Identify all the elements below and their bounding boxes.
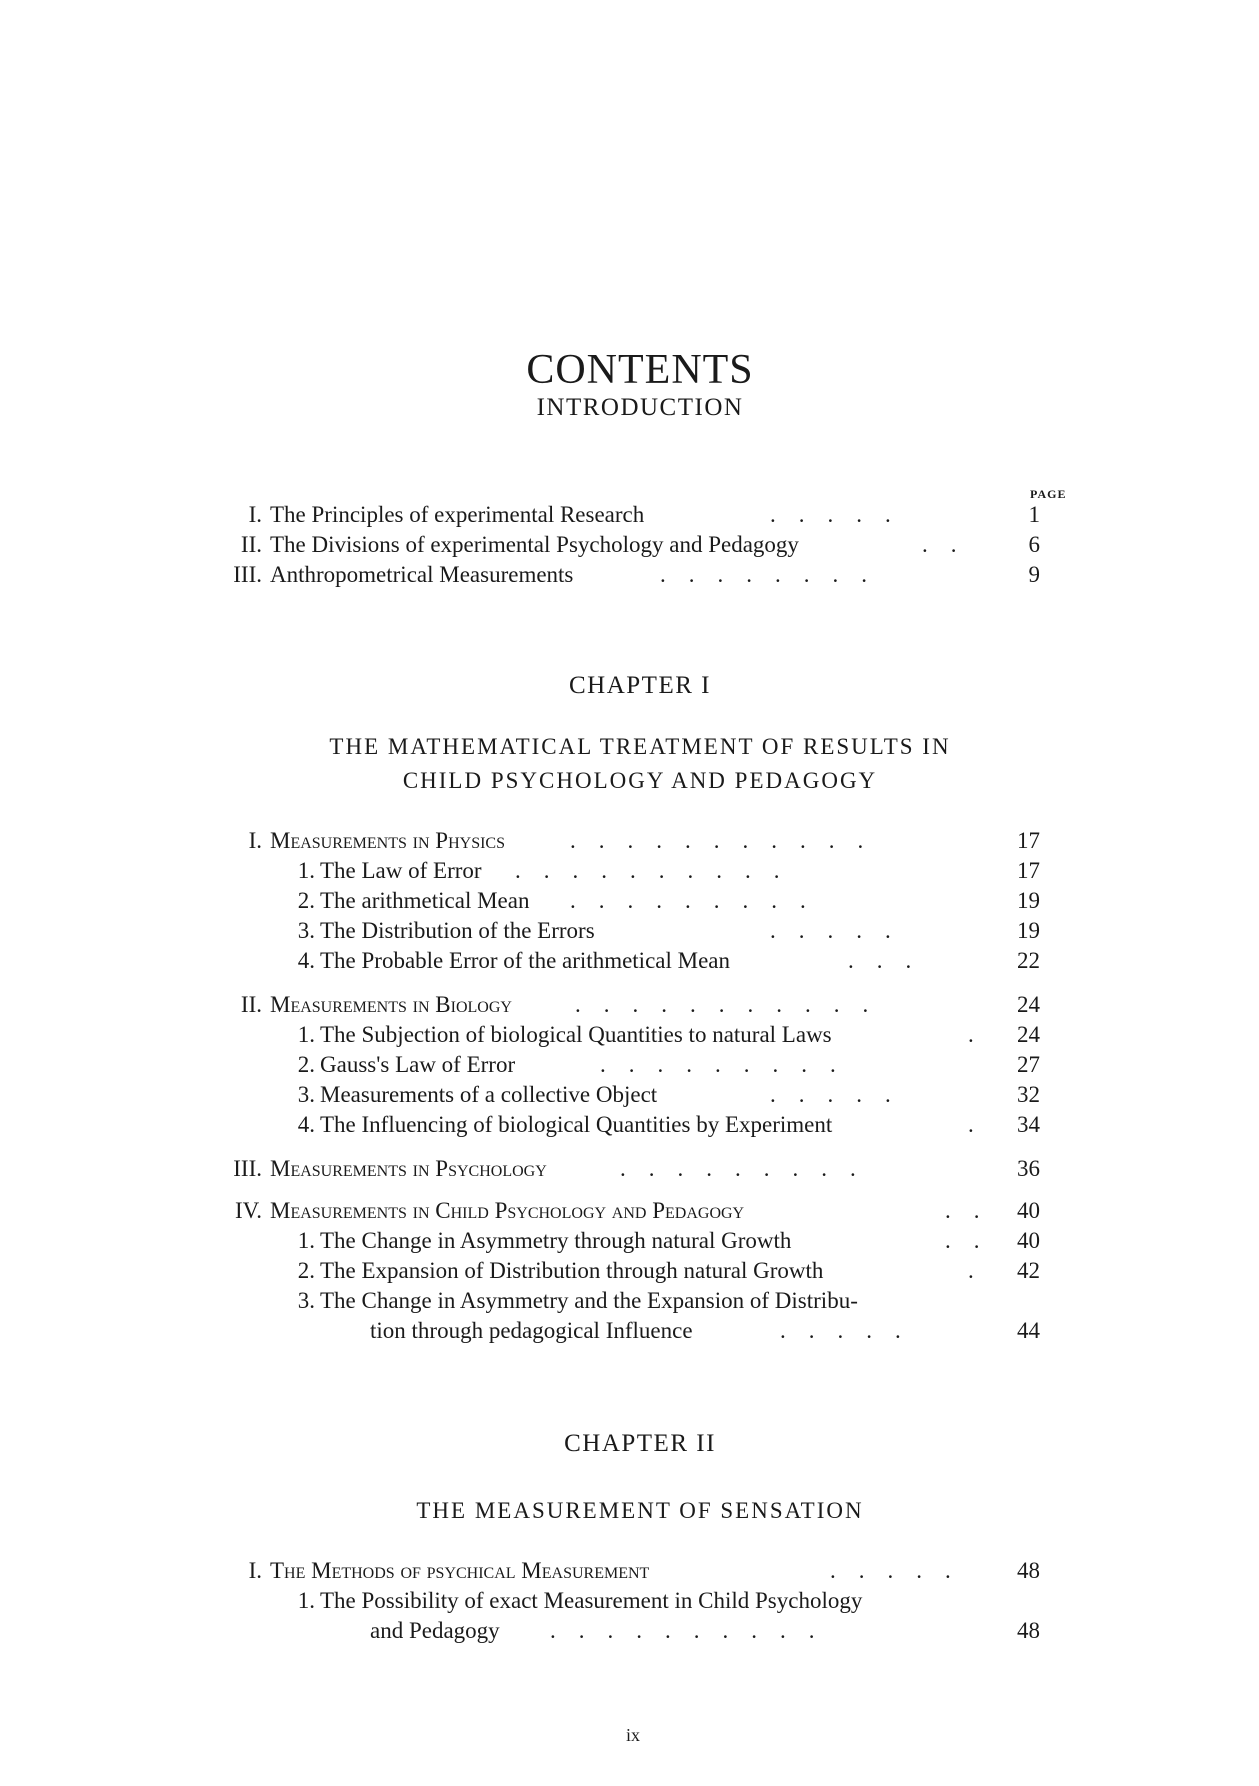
entry-title: The Distribution of the Errors xyxy=(320,918,595,943)
toc-subentry[interactable] xyxy=(260,946,1090,976)
chapter-2-label: CHAPTER II xyxy=(564,1430,716,1457)
leader-dots: . . xyxy=(922,532,957,557)
entry-title: Measurements in Biology xyxy=(270,992,512,1017)
entry-number: 1. xyxy=(297,1588,315,1613)
toc-subentry[interactable] xyxy=(260,1586,1090,1616)
entry-page: 24 xyxy=(1017,1022,1040,1047)
leader-dots: . . xyxy=(945,1228,980,1253)
entry-page: 44 xyxy=(1017,1318,1040,1343)
entry-page: 17 xyxy=(1017,828,1040,853)
chapter-1-label: CHAPTER I xyxy=(569,672,711,699)
toc-subentry[interactable] xyxy=(260,1050,1090,1080)
toc-subentry[interactable] xyxy=(260,886,1090,916)
entry-page: 22 xyxy=(1017,948,1040,973)
entry-title: Anthropometrical Measurements xyxy=(270,562,574,587)
entry-page: 48 xyxy=(1017,1558,1040,1583)
leader-dots: . . . . . xyxy=(770,1082,891,1107)
entry-number: 4. xyxy=(297,948,315,973)
entry-page: 40 xyxy=(1017,1198,1040,1223)
entry-number: 1. xyxy=(297,1022,315,1047)
entry-page: 27 xyxy=(1017,1052,1040,1077)
entry-page: 17 xyxy=(1017,858,1040,883)
entry-page: 36 xyxy=(1017,1156,1040,1181)
entry-title: The Law of Error xyxy=(320,858,482,883)
entry-page: 40 xyxy=(1017,1228,1040,1253)
leader-dots: . . . . . . . . . xyxy=(570,888,806,913)
entry-title: The Change in Asymmetry and the Expansion of Distribu- xyxy=(320,1288,858,1313)
entry-title: Gauss's Law of Error xyxy=(320,1052,516,1077)
entry-number: II. xyxy=(240,992,262,1017)
toc-entry[interactable] xyxy=(200,530,1090,560)
entry-title: The Influencing of biological Quantities by Experiment xyxy=(320,1112,833,1137)
entry-number: 2. xyxy=(297,1258,315,1283)
entry-title: The Possibility of exact Measurement in Child Psychology xyxy=(320,1588,863,1613)
entry-title: The Principles of experimental Research xyxy=(270,502,645,527)
entry-title: Measurements in Child Psychology and Pedagogy xyxy=(270,1198,745,1223)
entry-number: I. xyxy=(248,1558,262,1583)
entry-number: IV. xyxy=(234,1198,262,1223)
page-number: ix xyxy=(626,1725,641,1745)
leader-dots: . xyxy=(968,1112,974,1137)
entry-number: 3. xyxy=(297,1082,315,1107)
entry-number: 3. xyxy=(297,1288,315,1313)
entry-title: The Subjection of biological Quantities to natural Laws xyxy=(320,1022,832,1047)
entry-title: The arithmetical Mean xyxy=(320,888,530,913)
entry-page: 1 xyxy=(1028,502,1040,527)
toc-entry[interactable] xyxy=(200,500,1090,530)
page-title: CONTENTS xyxy=(526,347,754,393)
leader-dots: . . . . . . . . . . . xyxy=(570,828,864,853)
entry-title: The Probable Error of the arithmetical Mean xyxy=(320,948,731,973)
toc-section[interactable] xyxy=(200,826,1090,856)
entry-page: 19 xyxy=(1017,888,1040,913)
toc-section[interactable] xyxy=(200,990,1090,1020)
introduction-heading: INTRODUCTION xyxy=(536,394,744,421)
entry-title: and Pedagogy xyxy=(370,1618,500,1643)
entry-number: II. xyxy=(240,532,262,557)
entry-title: The Methods of psychical Measurement xyxy=(270,1558,650,1583)
entry-page: 42 xyxy=(1017,1258,1040,1283)
chapter-1-title-line2: CHILD PSYCHOLOGY AND PEDAGOGY xyxy=(402,768,878,793)
chapter-1-title-line1: THE MATHEMATICAL TREATMENT OF RESULTS IN xyxy=(329,734,951,759)
entry-number: III. xyxy=(233,562,262,587)
toc-section[interactable] xyxy=(200,1556,1090,1586)
toc-entry[interactable] xyxy=(200,560,1090,590)
entry-title: Measurements of a collective Object xyxy=(320,1082,658,1107)
entry-number: I. xyxy=(248,502,262,527)
entry-page: 48 xyxy=(1017,1618,1040,1643)
leader-dots: . . . . . . . . . . . xyxy=(575,992,869,1017)
toc-subentry[interactable] xyxy=(260,1286,1090,1316)
leader-dots: . xyxy=(968,1258,974,1283)
entry-number: 1. xyxy=(297,858,315,883)
entry-page: 19 xyxy=(1017,918,1040,943)
leader-dots: . . . . . . . . . . xyxy=(515,858,780,883)
toc-subentry[interactable] xyxy=(260,1080,1090,1110)
toc-subentry[interactable] xyxy=(260,1256,1090,1286)
entry-number: III. xyxy=(233,1156,262,1181)
toc-section[interactable] xyxy=(200,1196,1090,1226)
entry-number: 1. xyxy=(297,1228,315,1253)
toc-section[interactable] xyxy=(200,1154,1090,1184)
entry-number: 3. xyxy=(297,918,315,943)
entry-page: 24 xyxy=(1017,992,1040,1017)
entry-page: 6 xyxy=(1028,532,1040,557)
entry-number: I. xyxy=(248,828,262,853)
entry-page: 34 xyxy=(1017,1112,1040,1137)
toc-subentry[interactable] xyxy=(260,856,1090,886)
toc-subentry-continuation[interactable] xyxy=(260,1616,1090,1646)
entry-title: The Change in Asymmetry through natural Growth xyxy=(320,1228,792,1253)
toc-subentry[interactable] xyxy=(260,916,1090,946)
entry-number: 2. xyxy=(297,1052,315,1077)
entry-title: The Expansion of Distribution through natural Growth xyxy=(320,1258,824,1283)
entry-number: 4. xyxy=(297,1112,315,1137)
leader-dots: . . . . . . . . . . xyxy=(550,1618,815,1643)
leader-dots: . . . . . . . . xyxy=(660,562,867,587)
toc-subentry-continuation[interactable] xyxy=(260,1316,1090,1346)
leader-dots: . . . xyxy=(848,948,912,973)
leader-dots: . xyxy=(968,1022,974,1047)
leader-dots: . . . . . xyxy=(780,1318,901,1343)
entry-page: 32 xyxy=(1017,1082,1040,1107)
toc-subentry[interactable] xyxy=(260,1110,1090,1140)
leader-dots: . . xyxy=(945,1198,980,1223)
toc-subentry[interactable] xyxy=(260,1020,1090,1050)
page-column-header: PAGE xyxy=(1030,487,1067,501)
entry-title: Measurements in Physics xyxy=(270,828,505,853)
entry-number: 2. xyxy=(297,888,315,913)
leader-dots: . . . . . . . . . xyxy=(600,1052,836,1077)
entry-title: tion through pedagogical Influence xyxy=(370,1318,693,1343)
leader-dots: . . . . . . . . . xyxy=(620,1156,856,1181)
leader-dots: . . . . . xyxy=(770,918,891,943)
toc-subentry[interactable] xyxy=(260,1226,1090,1256)
entry-title: The Divisions of experimental Psychology and Pedagogy xyxy=(270,532,799,557)
leader-dots: . . . . . xyxy=(830,1558,951,1583)
entry-page: 9 xyxy=(1028,562,1040,587)
leader-dots: . . . . . xyxy=(770,502,891,527)
chapter-2-title: THE MEASUREMENT OF SENSATION xyxy=(416,1498,864,1523)
entry-title: Measurements in Psychology xyxy=(270,1156,547,1181)
